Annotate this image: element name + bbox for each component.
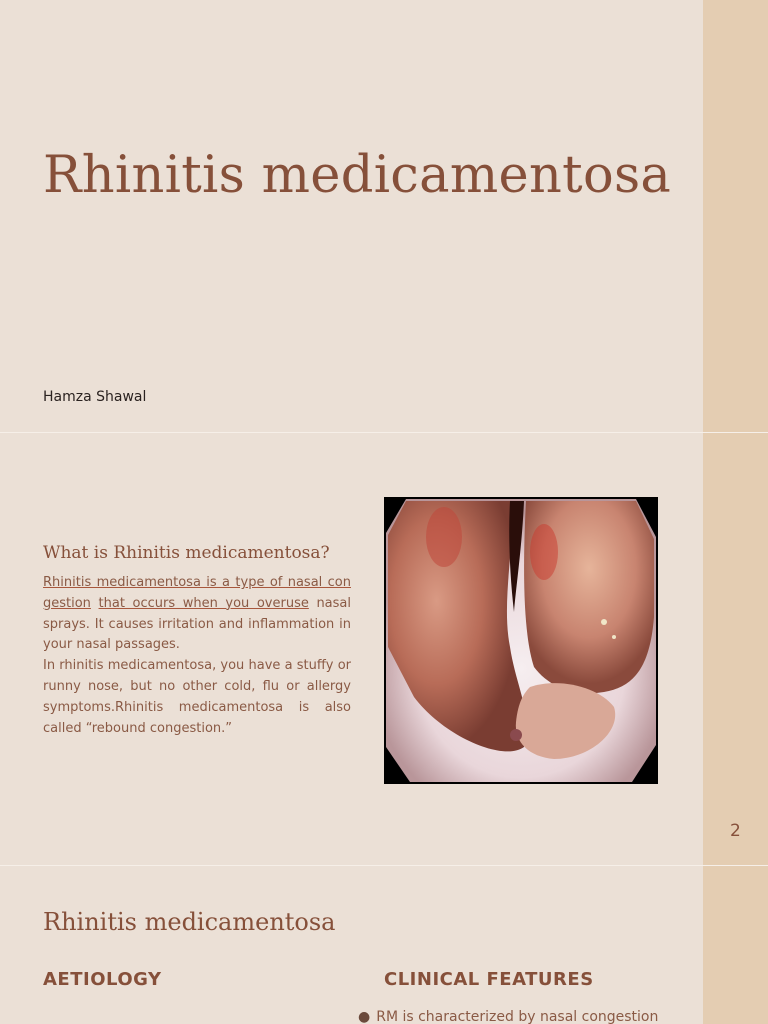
- author-name: Hamza Shawal: [43, 389, 147, 405]
- definition-heading: What is Rhinitis medicamentosa?: [43, 543, 330, 563]
- slide-title-heading: Rhinitis medicamentosa: [43, 146, 672, 205]
- definition-link-text-2[interactable]: that occurs when you overuse: [98, 595, 309, 611]
- definition-link-text[interactable]: Rhinitis medicamentosa is a type of nasal con gestion: [43, 575, 351, 611]
- clinical-features-heading: CLINICAL FEATURES: [384, 969, 594, 990]
- side-accent-bar: [703, 433, 768, 865]
- nasal-endoscopy-image: [384, 497, 658, 784]
- slide-overview: [0, 866, 768, 1024]
- bullet-text: RM is characterized by nasal congestion: [376, 1009, 659, 1024]
- page-number: 2: [730, 821, 741, 841]
- slide-title: [0, 0, 768, 432]
- definition-body: [43, 573, 351, 739]
- overview-title: Rhinitis medicamentosa: [43, 908, 336, 936]
- definition-paragraph-1-rest: nasal sprays. It causes irritation and inflammation in your nasal passages.: [43, 595, 351, 653]
- side-accent-bar: [703, 866, 768, 1024]
- definition-paragraph-1: [43, 573, 351, 656]
- side-accent-bar: [703, 0, 768, 432]
- bullet-icon: ●: [358, 1009, 371, 1024]
- clinical-feature-bullet: [358, 1009, 658, 1024]
- slide-definition: [0, 433, 768, 865]
- aetiology-heading: AETIOLOGY: [43, 969, 162, 990]
- definition-paragraph-2: In rhinitis medicamentosa, you have a stuffy or runny nose, but no other cold, flu or allergy symptoms.Rhinitis medicamentosa is also called “rebound congestion.”: [43, 658, 351, 736]
